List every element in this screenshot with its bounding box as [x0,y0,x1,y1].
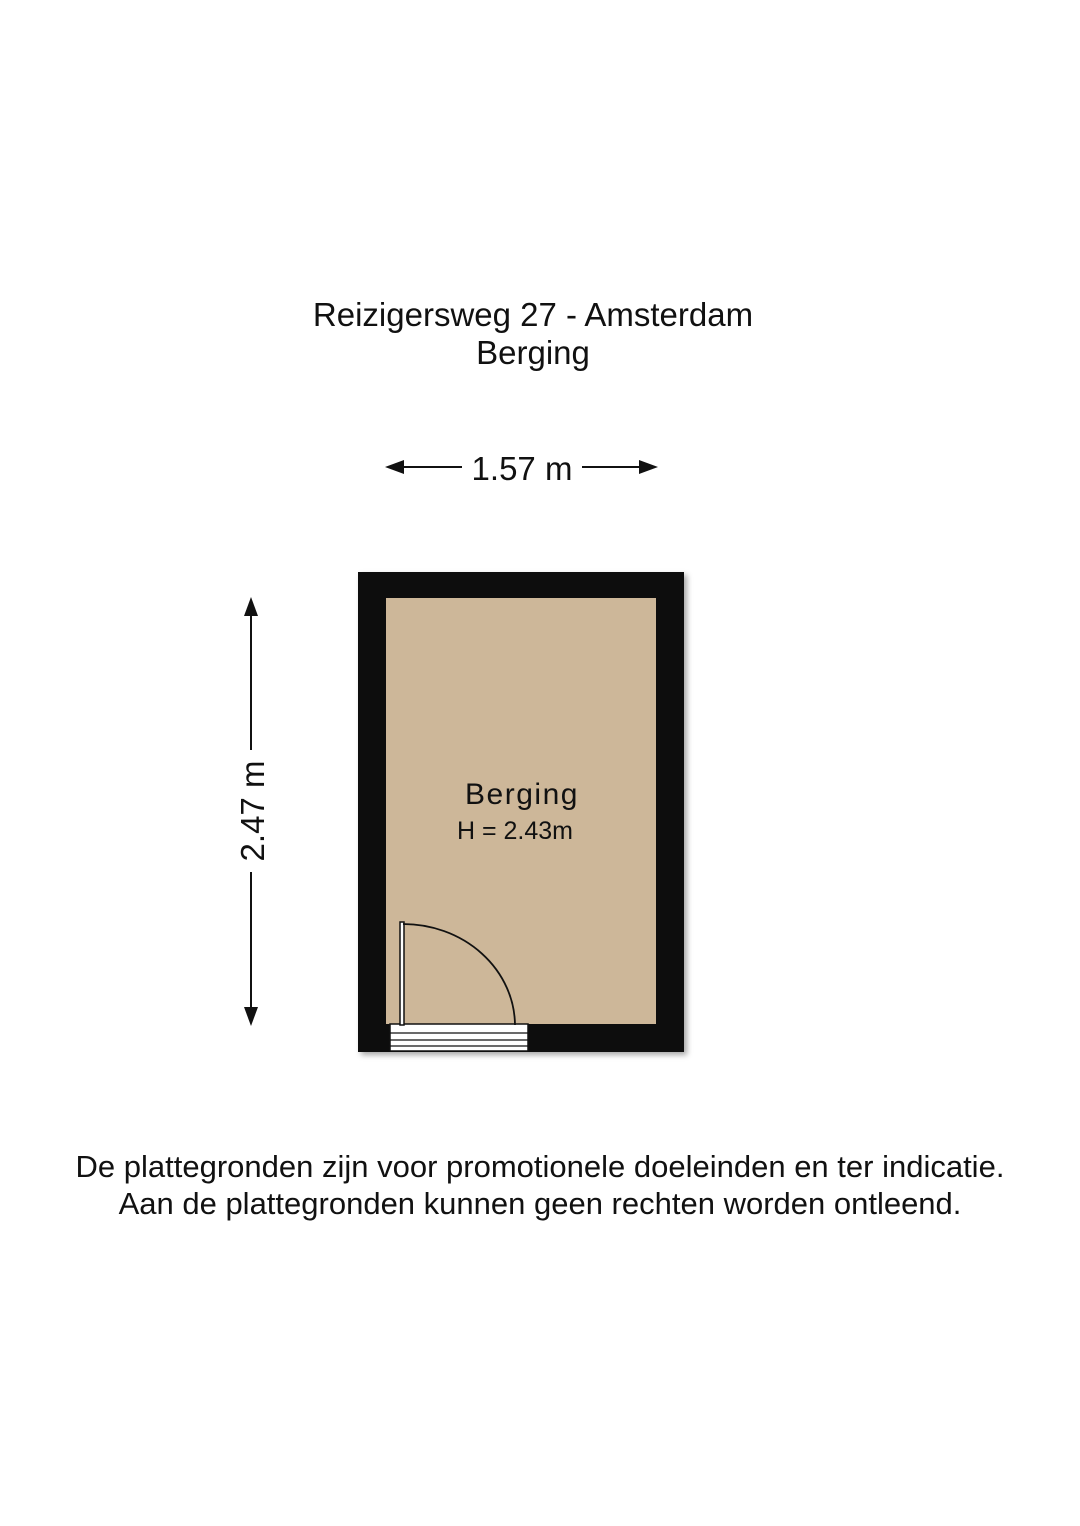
arrow-left-icon [385,460,404,474]
arrow-right-icon [639,460,658,474]
door-threshold [390,1024,528,1051]
width-label: 1.57 m [471,450,573,487]
room-height: H = 2.43m [456,817,574,845]
door-leaf [400,922,404,1025]
room-name: Berging [465,778,579,811]
arrow-up-icon [244,597,258,616]
disclaimer-line-1: De plattegronden zijn voor promotionele doeleinden en ter indicatie. [75,1149,1005,1184]
depth-dimension [234,597,271,1026]
disclaimer [0,1148,1080,1222]
floor-subtitle: Berging [476,334,590,371]
room-berging [358,572,684,1052]
depth-label: 2.47 m [234,760,271,862]
width-dimension [385,450,658,487]
disclaimer-line-2: Aan de plattegronden kunnen geen rechten worden ontleend. [118,1186,962,1221]
room-floor [386,598,656,1024]
arrow-down-icon [244,1007,258,1026]
address-title: Reizigersweg 27 - Amsterdam [312,296,754,333]
